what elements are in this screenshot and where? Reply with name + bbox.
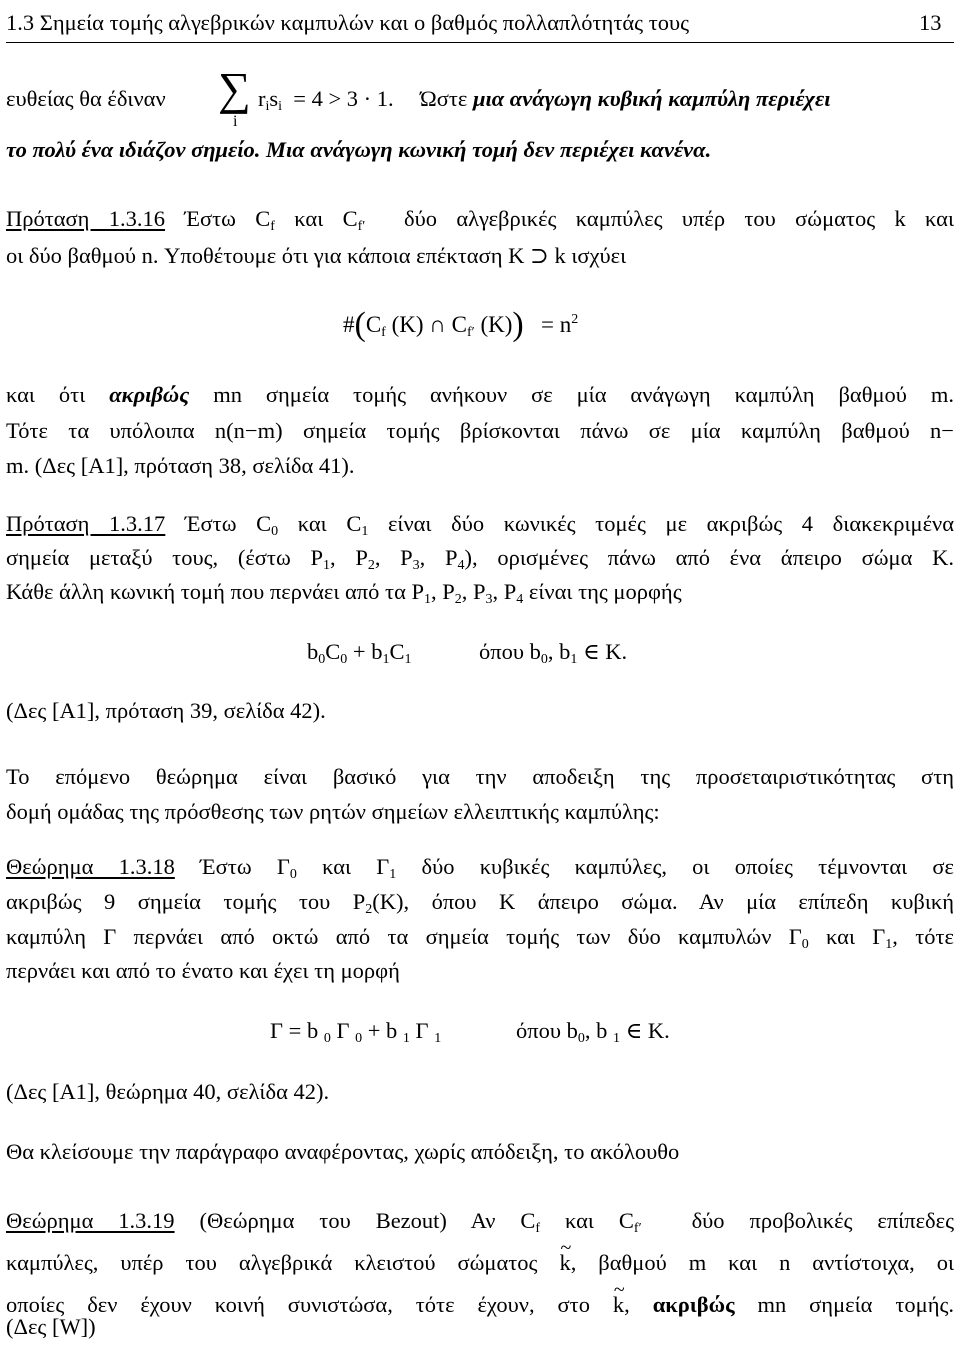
k-tilde-symbol: ~ k bbox=[559, 1246, 570, 1280]
thm19-reference: (Δες [W]) bbox=[6, 1314, 96, 1339]
thm19-line2: καμπύλες, υπέρ του αλγεβρικά κλειστού σώματος ~ k, βαθμού m και n αντίστοιχα, οι bbox=[6, 1246, 954, 1280]
p1-line1-tail: Ώστε μια ανάγωγη κυβική καμπύλη περιέχει bbox=[420, 86, 831, 111]
thm18-reference: (Δες [A1], θεώρημα 40, σελίδα 42). bbox=[6, 1079, 330, 1104]
p1-line1-intro: ευθείας θα έδιναν bbox=[6, 86, 166, 111]
thm19-line3: οποίες δεν έχουν κοινή συνιστώσα, τότε έχουν, στο ~ k, ακριβώς mn σημεία τομής. bbox=[6, 1288, 954, 1322]
intro-line2: δομή ομάδας της πρόσθεσης των ρητών σημείων ελλειπτικής καμπύλης: bbox=[6, 799, 660, 824]
running-header-title: 1.3 Σημεία τομής αλγεβρικών καμπυλών και ο βαθμός πολλαπλότητάς τους bbox=[6, 10, 690, 35]
prop16-reference: m. (Δες [A1], πρόταση 38, σελίδα 41). bbox=[6, 453, 355, 478]
prop16-line2: οι δύο βαθμού n. Υποθέτουμε ότι για κάποια επέκταση K ⊃ k ισχύει bbox=[6, 243, 627, 268]
prop16-equation: $\#(C_f$ (K) ∩ $C_{f'}$ (K)) = $n^2$ bbox=[343, 306, 579, 343]
prop16-line1: Πρόταση 1.3.16 Έστω $C_f$ και $C_{f'}$ δύο αλγεβρικές καμπύλες υπέρ του σώματος k και bbox=[6, 206, 955, 234]
prop16-line4: Τότε τα υπόλοιπα n(n−m) σημεία τομής βρίσκονται πάνω σε μία καμπύλη βαθμού n− bbox=[6, 418, 954, 443]
thm18-line3: καμπύλη Γ περνάει από οκτώ από τα σημεία τομής των δύο καμπυλών $\Gamma_0$ και $\Gamma_1$, τότε bbox=[6, 924, 954, 952]
summation-symbol: ∑ bbox=[218, 63, 251, 114]
p1-line2: το πολύ ένα ιδιάζον σημείο. Μια ανάγωγη κωνική τομή δεν περιέχει κανένα. bbox=[6, 137, 712, 162]
prop16-line3: και ότι ακριβώς mn σημεία τομής ανήκουν σε μία ανάγωγη καμπύλη βαθμού m. bbox=[6, 382, 955, 407]
prop17-line3: Κάθε άλλη κωνική τομή που περνάει από τα $P_1$, $P_2$, $P_3$, $P_4$ είναι της μορφής bbox=[6, 579, 682, 607]
prop17-formula: $b_0C_0 + b_1C_1$ bbox=[307, 639, 412, 667]
prop17-reference: (Δες [A1], πρόταση 39, σελίδα 42). bbox=[6, 698, 326, 723]
thm18-formula: Γ = b $_0$ Γ $_0$ + b $_1$ Γ $_1$ bbox=[270, 1018, 442, 1046]
header-rule bbox=[6, 42, 954, 43]
k-tilde-symbol-2: ~ k bbox=[613, 1288, 624, 1322]
thm18-line1: Θεώρημα 1.3.18 Έστω $\Gamma_0$ και $\Gamma_1$ δύο κυβικές καμπύλες, οι οποίες τέμνονται σε bbox=[6, 854, 955, 882]
thm18-where: όπου $b_0$, b $_1$ ∈ K. bbox=[516, 1018, 670, 1046]
prop17-line1: Πρόταση 1.3.17 Έστω $C_0$ και $C_1$ είναι δύο κωνικές τομές με ακριβώς 4 διακεκριμένα bbox=[6, 511, 954, 539]
thm18-line2: ακριβώς 9 σημεία τομής του $P_2(K)$, όπου K άπειρο σώμα. Αν μία επίπεδη κυβική bbox=[6, 889, 954, 917]
summation-index: i bbox=[233, 113, 238, 130]
thm19-line1: Θεώρημα 1.3.19 (Θεώρημα του Bezout) Αν $C_f$ και $C_{f'}$ δύο προβολικές επίπεδες bbox=[6, 1208, 955, 1236]
page-number: 13 bbox=[919, 10, 942, 35]
prop17-line2: σημεία μεταξύ τους, (έστω $P_1$, $P_2$, $P_3$, $P_4$), ορισμένες πάνω από ένα άπειρο σώμα K. bbox=[6, 545, 954, 573]
intro-line1: Το επόμενο θεώρημα είναι βασικό για την αποδειξη της προσεταιριστικότητας στη bbox=[6, 764, 954, 789]
closing-line: Θα κλείσουμε την παράγραφο αναφέροντας, χωρίς απόδειξη, το ακόλουθο bbox=[6, 1139, 680, 1164]
prop17-where: όπου $b_0$, $b_1$ ∈ K. bbox=[479, 639, 628, 667]
thm18-line4: περνάει και από το ένατο και έχει τη μορφή bbox=[6, 958, 400, 983]
summation-expression: $r_is_i = 4 > 3 \cdot 1$. bbox=[258, 86, 394, 114]
